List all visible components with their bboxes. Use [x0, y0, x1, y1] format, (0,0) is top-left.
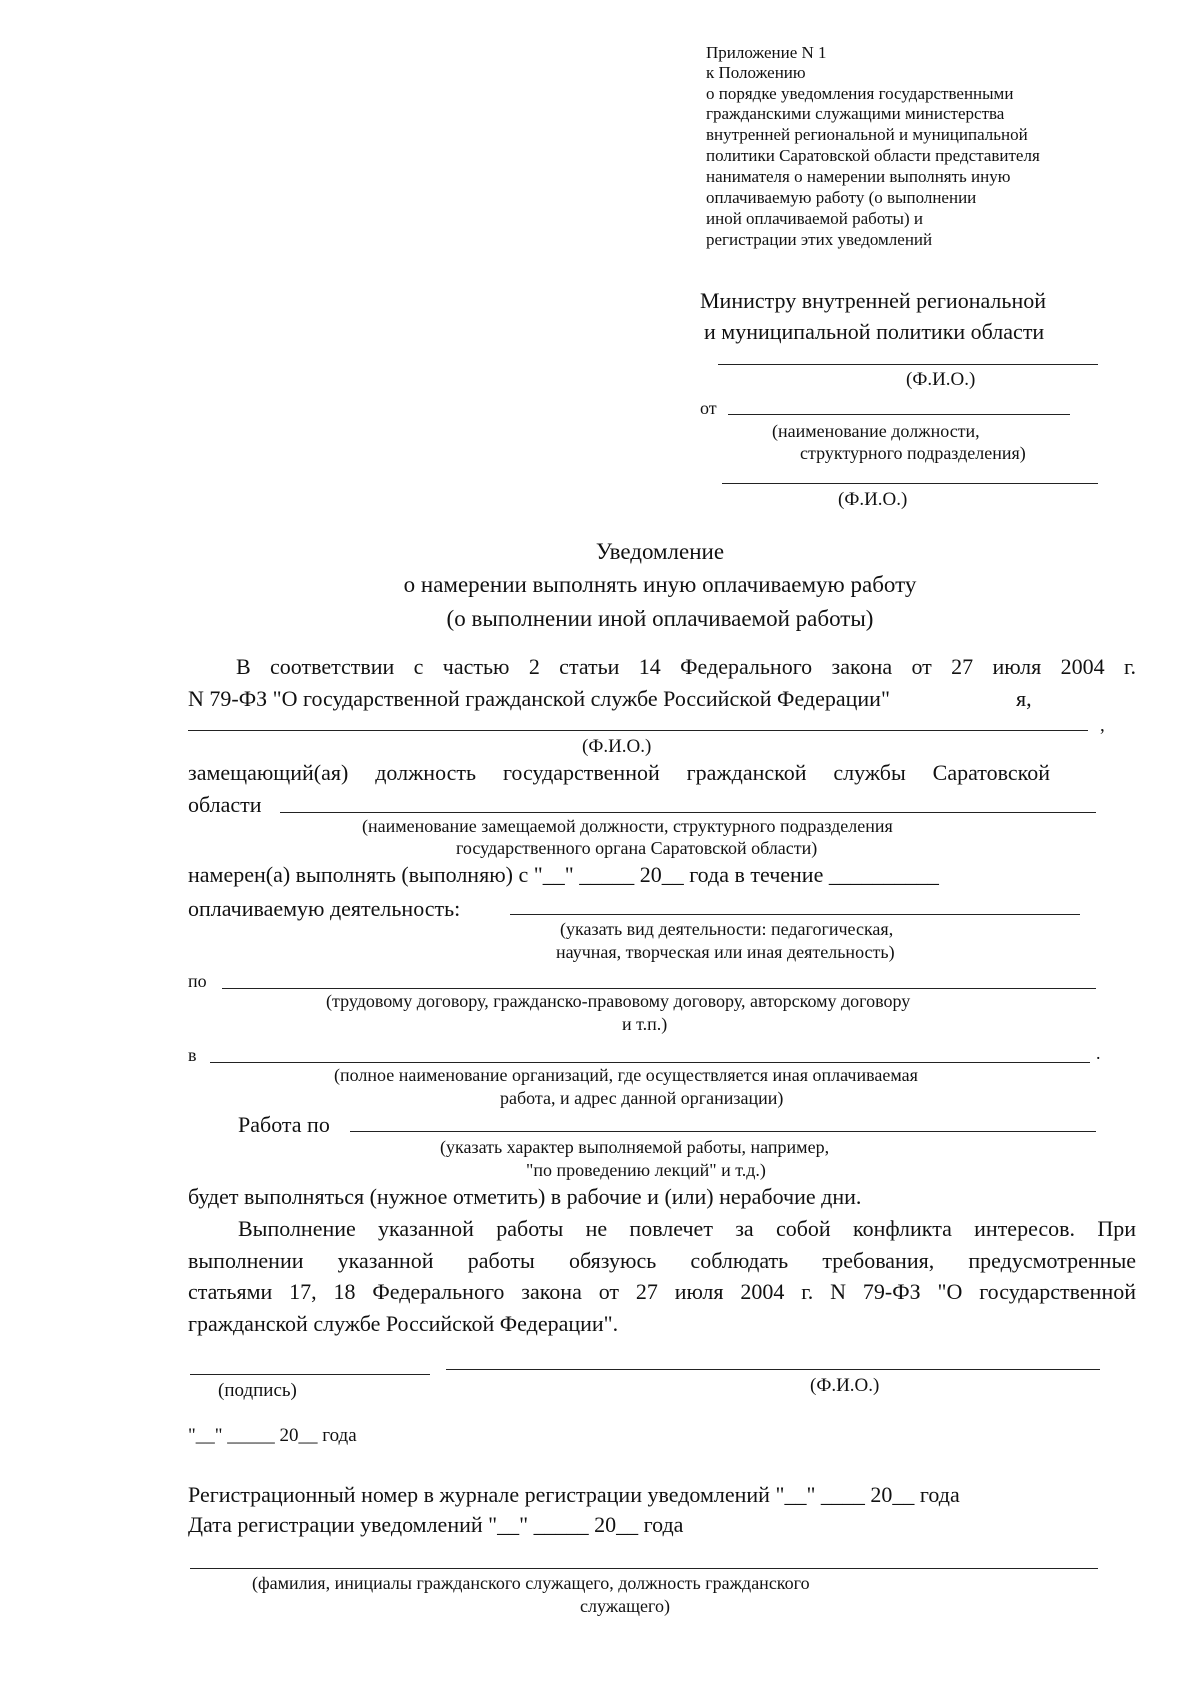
annex-line: иной оплачиваемой работы) и: [706, 209, 923, 228]
addressee-line-2: и муниципальной политики области: [704, 319, 1045, 344]
work-hint-1: (указать характер выполняемой работы, например,: [440, 1137, 830, 1157]
activity-hint-2: научная, творческая или иная деятельность): [556, 942, 895, 962]
from-fio-field[interactable]: [722, 483, 1098, 484]
position-hint-1: (наименование замещаемой должности, структурного подразделения: [362, 816, 893, 836]
position-hint-1: (наименование должности,: [772, 421, 980, 441]
comma: ,: [1100, 715, 1105, 736]
signature-fio-hint: (Ф.И.О.): [810, 1375, 880, 1396]
work-field[interactable]: [350, 1131, 1096, 1132]
signature-fio-field[interactable]: [446, 1369, 1100, 1370]
activity-label: оплачиваемую деятельность:: [188, 896, 461, 921]
paragraph-2-line-2: выполнении указанной работы обязуюсь соблюдать требования, предусмотренные: [188, 1248, 1136, 1273]
registrar-field[interactable]: [190, 1568, 1098, 1569]
title-line-1: Уведомление: [595, 539, 725, 564]
paragraph-2-line-3: статьями 17, 18 Федерального закона от 27 июля 2004 г. N 79-ФЗ "О государственной: [188, 1279, 1136, 1304]
from-label: от: [700, 398, 717, 418]
annex-line: о порядке уведомления государственными: [706, 84, 1014, 103]
annex-line: гражданскими служащими министерства: [706, 104, 1005, 123]
period: .: [1096, 1043, 1101, 1063]
annex-line: политики Саратовской области представителя: [706, 146, 1040, 165]
work-hint-2: "по проведению лекций" и т.д.): [526, 1160, 766, 1180]
contract-field[interactable]: [222, 988, 1096, 989]
paragraph-2-line-4: гражданской службе Российской Федерации".: [188, 1311, 619, 1336]
org-hint-1: (полное наименование организаций, где осуществляется иная оплачиваемая: [334, 1065, 918, 1085]
position-field[interactable]: [280, 812, 1096, 813]
v-label: в: [188, 1045, 197, 1065]
annex-line: нанимателя о намерении выполнять иную: [706, 167, 1011, 186]
region-label: области: [188, 792, 262, 817]
signature-field[interactable]: [190, 1374, 430, 1375]
position-line: замещающий(ая) должность государственной гражданской службы Саратовской: [188, 760, 1050, 785]
days-line: будет выполняться (нужное отметить) в рабочие и (или) нерабочие дни.: [188, 1184, 862, 1209]
annex-line: внутренней региональной и муниципальной: [706, 125, 1028, 144]
po-label: по: [188, 971, 207, 991]
intend-line: намерен(а) выполнять (выполняю) с "__" _____ 20__ года в течение __________: [188, 862, 939, 887]
fio-hint: (Ф.И.О.): [906, 369, 976, 390]
annex-line: Приложение N 1: [706, 43, 827, 62]
registrar-hint-2: служащего): [580, 1596, 670, 1616]
work-label: Работа по: [238, 1112, 330, 1137]
title-line-2: о намерении выполнять иную оплачиваемую работу: [403, 572, 917, 597]
position-hint-2: структурного подразделения): [800, 443, 1026, 463]
addressee-line-1: Министру внутренней региональной: [700, 288, 1046, 313]
fio-hint: (Ф.И.О.): [582, 736, 652, 757]
contract-hint-2: и т.п.): [622, 1014, 668, 1034]
org-hint-2: работа, и адрес данной организации): [500, 1088, 784, 1108]
annex-line: оплачиваемую работу (о выполнении: [706, 188, 977, 207]
from-position-field[interactable]: [728, 414, 1070, 415]
registrar-hint-1: (фамилия, инициалы гражданского служащего, должность гражданского: [252, 1573, 810, 1593]
addressee-fio-field[interactable]: [718, 364, 1098, 365]
position-hint-2: государственного органа Саратовской области): [456, 838, 818, 858]
annex-line: регистрации этих уведомлений: [706, 230, 933, 249]
contract-hint-1: (трудовому договору, гражданско-правовому договору, авторскому договору: [326, 991, 911, 1011]
paragraph-2-line-1: Выполнение указанной работы не повлечет за собой конфликта интересов. При: [238, 1216, 1136, 1241]
organization-field[interactable]: [210, 1062, 1090, 1063]
paragraph-1-ya: я,: [1016, 686, 1032, 711]
signature-hint: (подпись): [218, 1380, 297, 1401]
registration-number-line: Регистрационный номер в журнале регистрации уведомлений "__" ____ 20__ года: [188, 1482, 960, 1507]
fio-hint-2: (Ф.И.О.): [838, 489, 908, 510]
title-line-3: (о выполнении иной оплачиваемой работы): [446, 606, 874, 631]
paragraph-1-line-2: N 79-ФЗ "О государственной гражданской службе Российской Федерации": [188, 686, 890, 711]
applicant-fio-field[interactable]: [188, 730, 1088, 731]
paragraph-1-line-1: В соответствии с частью 2 статьи 14 Федерального закона от 27 июля 2004 г.: [236, 654, 1136, 679]
activity-hint-1: (указать вид деятельности: педагогическая,: [560, 919, 894, 939]
activity-field[interactable]: [510, 914, 1080, 915]
signature-date: "__" _____ 20__ года: [188, 1425, 357, 1446]
annex-line: к Положению: [706, 63, 806, 82]
registration-date-line: Дата регистрации уведомлений "__" _____ 20__ года: [188, 1512, 684, 1537]
